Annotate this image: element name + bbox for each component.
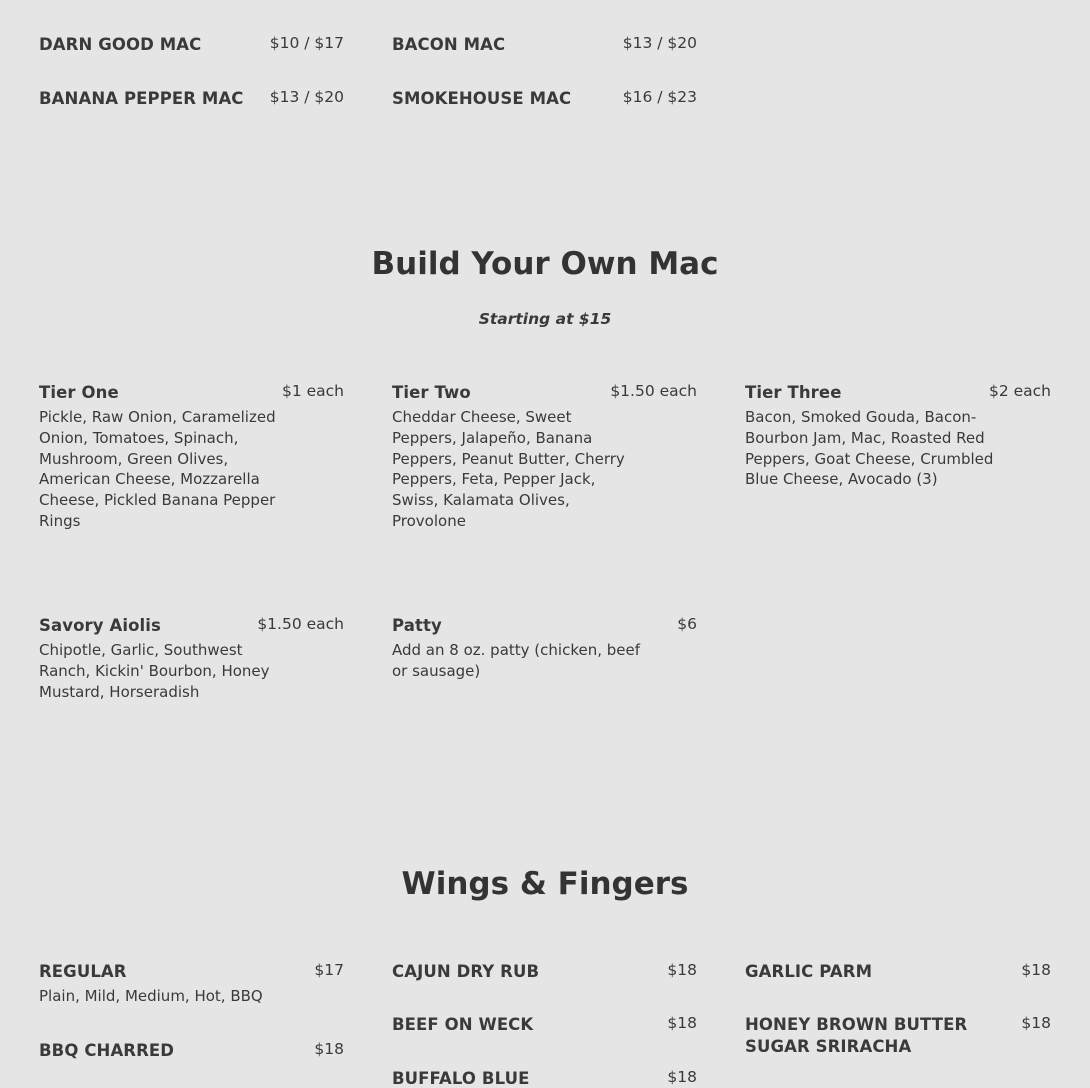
menu-item-beef-on-weck[interactable] <box>392 1014 697 1036</box>
item-price: $1.50 each <box>610 382 697 400</box>
item-price: $6 <box>677 615 697 633</box>
item-price: $16 / $23 <box>622 88 697 106</box>
item-price: $10 / $17 <box>269 34 344 52</box>
item-name: BBQ CHARRED <box>39 1041 175 1060</box>
item-description: Cheddar Cheese, Sweet Peppers, Jalapeño, Banana Peppers, Peanut Butter, Cherry Peppers, Feta, Pepper Jack, Swiss, Kalamata Olives, Provolone <box>392 408 625 530</box>
item-name: BEEF ON WECK <box>392 1015 534 1034</box>
item-name: Tier Two <box>392 383 471 402</box>
item-price: $1 each <box>281 382 344 400</box>
item-name: Tier One <box>39 383 119 402</box>
menu-item-bacon-mac[interactable] <box>392 34 697 56</box>
menu-item-bbq-charred[interactable] <box>39 1040 344 1062</box>
item-name: BUFFALO BLUE <box>392 1069 530 1088</box>
menu-item-tier-three[interactable] <box>745 382 1051 490</box>
item-price: $17 <box>314 961 344 979</box>
item-price: $18 <box>1021 1014 1051 1032</box>
item-price: $13 / $20 <box>622 34 697 52</box>
menu-item-cajun-dry-rub[interactable] <box>392 961 697 983</box>
item-description: Plain, Mild, Medium, Hot, BBQ <box>39 987 263 1005</box>
item-description: Pickle, Raw Onion, Caramelized Onion, Tomatoes, Spinach, Mushroom, Green Olives, American Cheese, Mozzarella Cheese, Pickled Banana Pepper Rings <box>39 408 276 530</box>
item-price: $13 / $20 <box>269 88 344 106</box>
item-name: Tier Three <box>745 383 842 402</box>
item-price: $1.50 each <box>257 615 344 633</box>
menu-item-tier-two[interactable] <box>392 382 697 532</box>
item-name: REGULAR <box>39 962 127 981</box>
menu-item-garlic-parm[interactable] <box>745 961 1051 983</box>
menu-item-buffalo-blue[interactable] <box>392 1068 697 1088</box>
item-description: Bacon, Smoked Gouda, Bacon-Bourbon Jam, Mac, Roasted Red Peppers, Goat Cheese, Crumbled Blue Cheese, Avocado (3) <box>745 408 994 489</box>
item-price: $18 <box>667 1068 697 1086</box>
section-title-build-your-own: Build Your Own Mac <box>371 246 719 282</box>
menu-item-darn-good-mac[interactable] <box>39 34 344 56</box>
menu-item-honey-brown-butter-sugar-sriracha[interactable] <box>745 1014 1051 1058</box>
menu-item-savory-aiolis[interactable] <box>39 615 344 702</box>
item-description: Chipotle, Garlic, Southwest Ranch, Kickin' Bourbon, Honey Mustard, Horseradish <box>39 641 270 701</box>
item-price: $18 <box>1021 961 1051 979</box>
item-name: BANANA PEPPER MAC <box>39 89 244 108</box>
menu-item-banana-pepper-mac[interactable] <box>39 88 344 110</box>
menu-item-patty[interactable] <box>392 615 697 682</box>
menu-item-smokehouse-mac[interactable] <box>392 88 697 110</box>
item-name: SMOKEHOUSE MAC <box>392 89 572 108</box>
item-name: Savory Aiolis <box>39 616 161 635</box>
menu-item-tier-one[interactable] <box>39 382 344 532</box>
item-price: $2 each <box>988 382 1051 400</box>
item-price: $18 <box>667 961 697 979</box>
item-name: BACON MAC <box>392 35 506 54</box>
item-description: Add an 8 oz. patty (chicken, beef or sausage) <box>392 641 640 680</box>
item-name: DARN GOOD MAC <box>39 35 202 54</box>
item-name: CAJUN DRY RUB <box>392 962 540 981</box>
section-title-wings-fingers: Wings & Fingers <box>401 866 689 902</box>
section-subtitle-starting-price: Starting at $15 <box>478 310 612 328</box>
item-name: GARLIC PARM <box>745 962 873 981</box>
item-name: HONEY BROWN BUTTER SUGAR SRIRACHA <box>745 1015 968 1056</box>
menu-item-regular-wings[interactable] <box>39 961 344 1007</box>
item-price: $18 <box>667 1014 697 1032</box>
item-price: $18 <box>314 1040 344 1058</box>
item-name: Patty <box>392 616 442 635</box>
